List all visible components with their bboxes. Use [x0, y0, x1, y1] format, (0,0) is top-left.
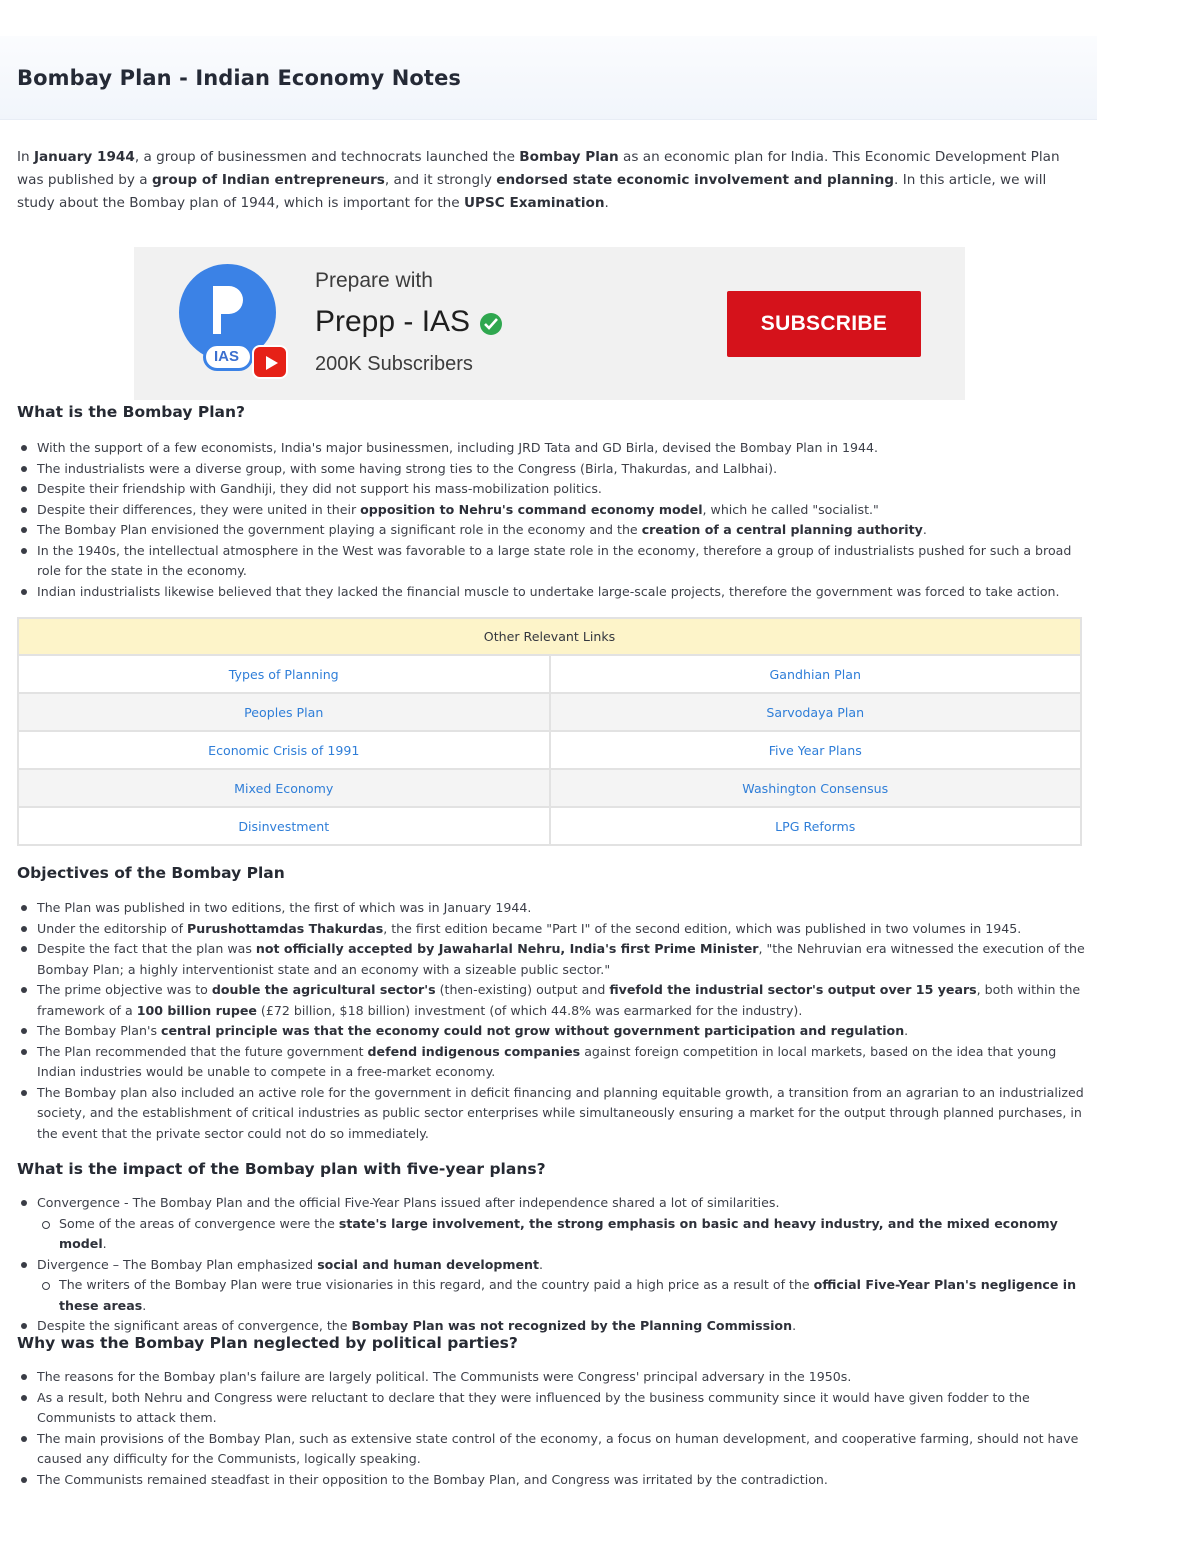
impact-list [17, 1193, 1087, 1337]
related-link[interactable]: Washington Consensus [550, 769, 1082, 807]
list-item: Divergence – The Bombay Plan emphasized social and human development. [17, 1255, 1087, 1276]
list-item: The industrialists were a diverse group, with some having strong ties to the Congress (Birla, Thakurdas, and Lalbhai). [17, 459, 1087, 480]
related-link[interactable]: Mixed Economy [18, 769, 550, 807]
section-heading-what-is: What is the Bombay Plan? [17, 403, 246, 421]
list-item: The prime objective was to double the agricultural sector's (then-existing) output and fivefold the industrial sector's output over 15 years, both within the framework of a 100 billion rupee (£72 billion, $18 billion) investment (of which 44.8% was earmarked for the industry). [17, 980, 1087, 1021]
verified-check-icon [480, 313, 502, 335]
section-heading-neglected: Why was the Bombay Plan neglected by political parties? [17, 1334, 518, 1352]
related-link[interactable]: LPG Reforms [550, 807, 1082, 845]
list-item: The Communists remained steadfast in their opposition to the Bombay Plan, and Congress was irritated by the contradiction. [17, 1470, 1087, 1491]
prepp-p-glyph [209, 282, 245, 338]
other-relevant-links-table [17, 617, 1082, 846]
list-item: The reasons for the Bombay plan's failure are largely political. The Communists were Congress' principal adversary in the 1950s. [17, 1367, 1087, 1388]
subscribe-button[interactable]: SUBSCRIBE [727, 291, 921, 357]
prepare-with-text: Prepare with [315, 269, 433, 292]
list-item: Some of the areas of convergence were the state's large involvement, the strong emphasis on basic and heavy industry, and the mixed economy model. [17, 1214, 1087, 1255]
list-item: Despite the fact that the plan was not officially accepted by Jawaharlal Nehru, India's first Prime Minister, "the Nehruvian era witnessed the execution of the Bombay Plan; a highly interventionist state and an economy with a sizeable public sector." [17, 939, 1087, 980]
list-item: As a result, both Nehru and Congress were reluctant to declare that they were influenced by the business community since it would have given fodder to the Communists to attack them. [17, 1388, 1087, 1429]
related-link[interactable]: Economic Crisis of 1991 [18, 731, 550, 769]
page-title: Bombay Plan - Indian Economy Notes [17, 66, 462, 90]
youtube-banner[interactable] [134, 247, 965, 400]
list-item: The Bombay Plan's central principle was that the economy could not grow without government participation and regulation. [17, 1021, 1087, 1042]
list-item: Despite the significant areas of convergence, the Bombay Plan was not recognized by the Planning Commission. [17, 1316, 1087, 1337]
related-link[interactable]: Disinvestment [18, 807, 550, 845]
what-is-list [17, 438, 1087, 602]
table-row [18, 731, 1081, 769]
list-item: Despite their friendship with Gandhiji, they did not support his mass-mobilization politics. [17, 479, 1087, 500]
table-row [18, 807, 1081, 845]
list-item: Indian industrialists likewise believed that they lacked the financial muscle to undertake large-scale projects, therefore the government was forced to take action. [17, 582, 1087, 603]
channel-name[interactable]: Prepp - IAS [315, 305, 471, 338]
links-table-header: Other Relevant Links [18, 618, 1081, 655]
list-item: The Bombay plan also included an active role for the government in deficit financing and planning equitable growth, a transition from an agrarian to an industrialized society, and the establishment of critical industries as public sector enterprises while simultaneously ensuring a market for the output through planned purchases, in the event that the private sector could not do so immediately. [17, 1083, 1087, 1145]
list-item: The Plan was published in two editions, the first of which was in January 1944. [17, 898, 1087, 919]
ias-badge: IAS [203, 343, 253, 371]
table-row [18, 693, 1081, 731]
table-row [18, 769, 1081, 807]
list-item: The Plan recommended that the future government defend indigenous companies against foreign competition in local markets, based on the idea that young Indian industries would be unable to compete in a free-market economy. [17, 1042, 1087, 1083]
list-item: Under the editorship of Purushottamdas Thakurdas, the first edition became "Part I" of the second edition, which was published in two volumes in 1945. [17, 919, 1087, 940]
youtube-play-icon [252, 345, 288, 379]
list-item: In the 1940s, the intellectual atmosphere in the West was favorable to a large state role in the economy, therefore a group of industrialists pushed for such a broad role for the state in the economy. [17, 541, 1087, 582]
list-item: Despite their differences, they were united in their opposition to Nehru's command economy model, which he called "socialist." [17, 500, 1087, 521]
related-link[interactable]: Five Year Plans [550, 731, 1082, 769]
section-heading-impact: What is the impact of the Bombay plan with five-year plans? [17, 1160, 546, 1178]
list-item: The writers of the Bombay Plan were true visionaries in this regard, and the country paid a high price as a result of the official Five-Year Plan's negligence in these areas. [17, 1275, 1087, 1316]
neglected-list [17, 1367, 1087, 1490]
section-heading-objectives: Objectives of the Bombay Plan [17, 864, 285, 882]
subscriber-count: 200K Subscribers [315, 353, 473, 375]
objectives-list [17, 898, 1087, 1144]
list-item: The Bombay Plan envisioned the government playing a significant role in the economy and the creation of a central planning authority. [17, 520, 1087, 541]
related-link[interactable]: Sarvodaya Plan [550, 693, 1082, 731]
list-item: The main provisions of the Bombay Plan, such as extensive state control of the economy, a focus on human development, and cooperative farming, should not have caused any difficulty for the Communists, logically speaking. [17, 1429, 1087, 1470]
table-row [18, 655, 1081, 693]
related-link[interactable]: Types of Planning [18, 655, 550, 693]
intro-paragraph: In January 1944, a group of businessmen and technocrats launched the Bombay Plan as an economic plan for India. This Economic Development Plan was published by a group of Indian entrepreneurs, and it strongly endorsed state economic involvement and planning. In this article, we will study about the Bombay plan of 1944, which is important for the UPSC Examination. [17, 149, 1060, 211]
list-item: With the support of a few economists, India's major businessmen, including JRD Tata and GD Birla, devised the Bombay Plan in 1944. [17, 438, 1087, 459]
list-item: Convergence - The Bombay Plan and the official Five-Year Plans issued after independence shared a lot of similarities. [17, 1193, 1087, 1214]
related-link[interactable]: Peoples Plan [18, 693, 550, 731]
related-link[interactable]: Gandhian Plan [550, 655, 1082, 693]
